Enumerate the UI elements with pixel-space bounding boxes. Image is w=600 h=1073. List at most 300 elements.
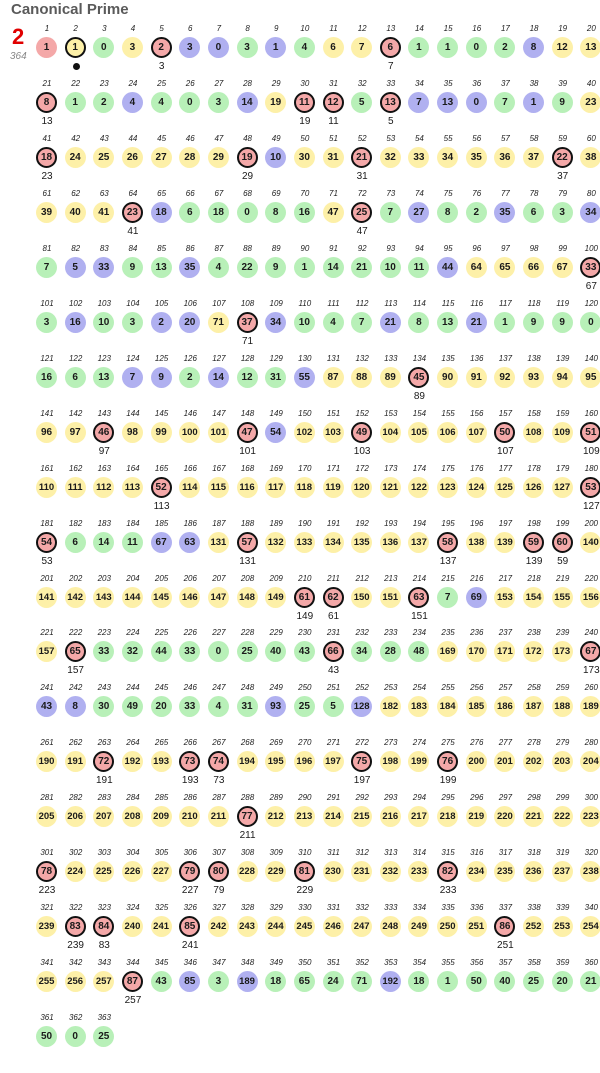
grid-cell[interactable] [90,903,118,953]
grid-cell[interactable] [377,958,405,1008]
grid-cell[interactable] [291,738,319,788]
grid-cell[interactable] [33,519,61,569]
grid-cell[interactable] [434,519,462,569]
grid-cell[interactable] [291,574,319,624]
grid-cell[interactable] [405,244,433,294]
grid-cell[interactable] [491,574,519,624]
grid-cell[interactable] [148,683,176,733]
grid-cell[interactable] [234,683,262,733]
grid-cell[interactable] [119,738,147,788]
grid-cell[interactable] [234,464,262,514]
grid-cell[interactable] [549,683,577,733]
grid-cell[interactable] [491,244,519,294]
grid-cell[interactable] [90,244,118,294]
grid-cell[interactable] [33,1013,61,1063]
grid-cell[interactable] [234,628,262,678]
grid-cell[interactable] [176,683,204,733]
grid-cell[interactable] [62,354,90,404]
grid-cell[interactable] [377,574,405,624]
grid-cell[interactable] [291,519,319,569]
grid-cell[interactable] [262,24,290,74]
grid-cell[interactable] [176,189,204,239]
grid-cell[interactable] [405,134,433,184]
grid-cell[interactable] [577,793,600,843]
grid-cell[interactable] [262,134,290,184]
grid-cell[interactable] [62,848,90,898]
grid-cell[interactable] [320,24,348,74]
grid-cell[interactable] [577,574,600,624]
grid-cell[interactable] [320,464,348,514]
grid-cell[interactable] [90,299,118,349]
grid-cell[interactable] [320,628,348,678]
grid-cell[interactable] [463,574,491,624]
grid-cell[interactable] [176,244,204,294]
grid-cell[interactable] [234,244,262,294]
grid-cell[interactable] [148,793,176,843]
grid-cell[interactable] [549,24,577,74]
grid-cell[interactable] [491,134,519,184]
grid-cell[interactable] [463,409,491,459]
grid-cell[interactable] [320,79,348,129]
grid-cell[interactable] [148,628,176,678]
grid-cell[interactable] [33,244,61,294]
grid-cell[interactable] [463,24,491,74]
grid-cell[interactable] [33,24,61,74]
grid-cell[interactable] [348,683,376,733]
grid-cell[interactable] [176,848,204,898]
grid-cell[interactable] [520,628,548,678]
grid-cell[interactable] [90,848,118,898]
grid-cell[interactable] [520,24,548,74]
grid-cell[interactable] [320,958,348,1008]
grid-cell[interactable] [520,244,548,294]
grid-cell[interactable] [463,793,491,843]
grid-cell[interactable] [119,409,147,459]
grid-cell[interactable] [148,24,176,74]
grid-cell[interactable] [434,189,462,239]
grid-cell[interactable] [377,793,405,843]
grid-cell[interactable] [234,848,262,898]
grid-cell[interactable] [176,903,204,953]
grid-cell[interactable] [234,24,262,74]
grid-cell[interactable] [234,354,262,404]
grid-cell[interactable] [320,848,348,898]
grid-cell[interactable] [234,409,262,459]
grid-cell[interactable] [90,683,118,733]
grid-cell[interactable] [348,79,376,129]
grid-cell[interactable] [262,848,290,898]
grid-cell[interactable] [549,134,577,184]
grid-cell[interactable] [262,958,290,1008]
grid-cell[interactable] [549,299,577,349]
grid-cell[interactable] [33,409,61,459]
grid-cell[interactable] [520,903,548,953]
grid-cell[interactable] [205,244,233,294]
grid-cell[interactable] [90,958,118,1008]
grid-cell[interactable] [262,793,290,843]
grid-cell[interactable] [176,354,204,404]
grid-cell[interactable] [291,189,319,239]
grid-cell[interactable] [549,519,577,569]
grid-cell[interactable] [491,628,519,678]
grid-cell[interactable] [577,24,600,74]
grid-cell[interactable] [491,848,519,898]
grid-cell[interactable] [205,574,233,624]
grid-cell[interactable] [405,519,433,569]
grid-cell[interactable] [62,189,90,239]
grid-cell[interactable] [62,519,90,569]
grid-cell[interactable] [434,244,462,294]
grid-cell[interactable] [205,354,233,404]
grid-cell[interactable] [148,958,176,1008]
grid-cell[interactable] [577,958,600,1008]
grid-cell[interactable] [434,903,462,953]
grid-cell[interactable] [405,464,433,514]
grid-cell[interactable] [348,574,376,624]
grid-cell[interactable] [434,793,462,843]
grid-cell[interactable] [577,519,600,569]
grid-cell[interactable] [119,793,147,843]
grid-cell[interactable] [320,519,348,569]
grid-cell[interactable] [291,409,319,459]
grid-cell[interactable] [148,464,176,514]
grid-cell[interactable] [176,299,204,349]
grid-cell[interactable] [176,738,204,788]
grid-cell[interactable] [320,189,348,239]
grid-cell[interactable] [176,409,204,459]
grid-cell[interactable] [205,628,233,678]
grid-cell[interactable] [405,848,433,898]
grid-cell[interactable] [577,628,600,678]
grid-cell[interactable] [377,409,405,459]
grid-cell[interactable] [463,903,491,953]
grid-cell[interactable] [434,24,462,74]
grid-cell[interactable] [320,299,348,349]
grid-cell[interactable] [463,134,491,184]
grid-cell[interactable] [291,79,319,129]
grid-cell[interactable] [148,189,176,239]
grid-cell[interactable] [377,519,405,569]
grid-cell[interactable] [463,628,491,678]
grid-cell[interactable] [119,134,147,184]
grid-cell[interactable] [90,1013,118,1063]
grid-cell[interactable] [491,24,519,74]
grid-cell[interactable] [577,189,600,239]
grid-cell[interactable] [62,244,90,294]
grid-cell[interactable] [434,628,462,678]
grid-cell[interactable] [62,738,90,788]
grid-cell[interactable] [205,793,233,843]
grid-cell[interactable] [205,464,233,514]
grid-cell[interactable] [291,958,319,1008]
grid-cell[interactable] [262,738,290,788]
grid-cell[interactable] [205,848,233,898]
grid-cell[interactable] [234,299,262,349]
grid-cell[interactable] [577,79,600,129]
grid-cell[interactable] [176,519,204,569]
grid-cell[interactable] [148,299,176,349]
grid-cell[interactable] [463,848,491,898]
grid-cell[interactable] [320,793,348,843]
grid-cell[interactable] [549,793,577,843]
grid-cell[interactable] [348,793,376,843]
grid-cell[interactable] [491,79,519,129]
grid-cell[interactable] [463,683,491,733]
grid-cell[interactable] [148,409,176,459]
grid-cell[interactable] [434,79,462,129]
grid-cell[interactable] [320,134,348,184]
grid-cell[interactable] [148,519,176,569]
grid-cell[interactable] [90,24,118,74]
grid-cell[interactable] [33,738,61,788]
grid-cell[interactable] [62,24,90,74]
grid-cell[interactable] [234,738,262,788]
grid-cell[interactable] [405,24,433,74]
grid-cell[interactable] [520,519,548,569]
grid-cell[interactable] [463,519,491,569]
grid-cell[interactable] [291,903,319,953]
grid-cell[interactable] [320,409,348,459]
grid-cell[interactable] [405,299,433,349]
grid-cell[interactable] [377,848,405,898]
grid-cell[interactable] [320,903,348,953]
grid-cell[interactable] [119,519,147,569]
grid-cell[interactable] [62,903,90,953]
grid-cell[interactable] [405,628,433,678]
grid-cell[interactable] [348,189,376,239]
grid-cell[interactable] [119,464,147,514]
grid-cell[interactable] [377,464,405,514]
grid-cell[interactable] [434,409,462,459]
grid-cell[interactable] [377,244,405,294]
grid-cell[interactable] [33,628,61,678]
grid-cell[interactable] [90,519,118,569]
grid-cell[interactable] [33,848,61,898]
grid-cell[interactable] [119,354,147,404]
grid-cell[interactable] [119,574,147,624]
grid-cell[interactable] [377,24,405,74]
grid-cell[interactable] [291,24,319,74]
grid-cell[interactable] [549,628,577,678]
grid-cell[interactable] [234,189,262,239]
grid-cell[interactable] [434,848,462,898]
grid-cell[interactable] [463,189,491,239]
grid-cell[interactable] [262,409,290,459]
grid-cell[interactable] [434,299,462,349]
grid-cell[interactable] [62,464,90,514]
grid-cell[interactable] [320,574,348,624]
grid-cell[interactable] [520,848,548,898]
grid-cell[interactable] [205,519,233,569]
grid-cell[interactable] [405,79,433,129]
grid-cell[interactable] [148,134,176,184]
grid-cell[interactable] [577,683,600,733]
grid-cell[interactable] [377,738,405,788]
grid-cell[interactable] [234,519,262,569]
grid-cell[interactable] [62,793,90,843]
grid-cell[interactable] [491,354,519,404]
grid-cell[interactable] [491,683,519,733]
grid-cell[interactable] [348,848,376,898]
grid-cell[interactable] [62,683,90,733]
grid-cell[interactable] [234,903,262,953]
grid-cell[interactable] [434,683,462,733]
grid-cell[interactable] [377,628,405,678]
grid-cell[interactable] [405,574,433,624]
grid-cell[interactable] [90,354,118,404]
grid-cell[interactable] [176,24,204,74]
grid-cell[interactable] [62,1013,90,1063]
grid-cell[interactable] [262,683,290,733]
grid-cell[interactable] [463,354,491,404]
grid-cell[interactable] [549,79,577,129]
grid-cell[interactable] [549,903,577,953]
grid-cell[interactable] [262,79,290,129]
grid-cell[interactable] [62,79,90,129]
grid-cell[interactable] [33,958,61,1008]
grid-cell[interactable] [205,738,233,788]
grid-cell[interactable] [491,409,519,459]
grid-cell[interactable] [234,958,262,1008]
grid-cell[interactable] [520,299,548,349]
grid-cell[interactable] [119,79,147,129]
grid-cell[interactable] [434,134,462,184]
grid-cell[interactable] [291,848,319,898]
grid-cell[interactable] [348,958,376,1008]
grid-cell[interactable] [577,409,600,459]
grid-cell[interactable] [320,738,348,788]
grid-cell[interactable] [119,683,147,733]
grid-cell[interactable] [491,903,519,953]
grid-cell[interactable] [119,848,147,898]
grid-cell[interactable] [90,409,118,459]
grid-cell[interactable] [348,519,376,569]
grid-cell[interactable] [377,189,405,239]
grid-cell[interactable] [205,134,233,184]
grid-cell[interactable] [33,189,61,239]
grid-cell[interactable] [405,793,433,843]
grid-cell[interactable] [148,738,176,788]
grid-cell[interactable] [520,409,548,459]
grid-cell[interactable] [119,903,147,953]
grid-cell[interactable] [33,464,61,514]
grid-cell[interactable] [549,244,577,294]
grid-cell[interactable] [234,134,262,184]
grid-cell[interactable] [262,244,290,294]
grid-cell[interactable] [33,79,61,129]
grid-cell[interactable] [577,244,600,294]
grid-cell[interactable] [377,134,405,184]
grid-cell[interactable] [33,903,61,953]
grid-cell[interactable] [119,958,147,1008]
grid-cell[interactable] [434,574,462,624]
grid-cell[interactable] [348,409,376,459]
grid-cell[interactable] [262,519,290,569]
grid-cell[interactable] [577,738,600,788]
grid-cell[interactable] [577,354,600,404]
grid-cell[interactable] [348,24,376,74]
grid-cell[interactable] [262,299,290,349]
grid-cell[interactable] [405,189,433,239]
grid-cell[interactable] [577,903,600,953]
grid-cell[interactable] [577,464,600,514]
grid-cell[interactable] [491,189,519,239]
grid-cell[interactable] [377,903,405,953]
grid-cell[interactable] [520,793,548,843]
grid-cell[interactable] [90,79,118,129]
grid-cell[interactable] [520,958,548,1008]
grid-cell[interactable] [320,354,348,404]
grid-cell[interactable] [62,958,90,1008]
grid-cell[interactable] [262,574,290,624]
grid-cell[interactable] [577,134,600,184]
grid-cell[interactable] [491,793,519,843]
grid-cell[interactable] [262,354,290,404]
grid-cell[interactable] [176,628,204,678]
grid-cell[interactable] [262,628,290,678]
grid-cell[interactable] [148,903,176,953]
grid-cell[interactable] [33,683,61,733]
grid-cell[interactable] [176,134,204,184]
grid-cell[interactable] [405,958,433,1008]
grid-cell[interactable] [549,574,577,624]
grid-cell[interactable] [463,464,491,514]
grid-cell[interactable] [62,628,90,678]
grid-cell[interactable] [463,738,491,788]
grid-cell[interactable] [205,683,233,733]
grid-cell[interactable] [491,299,519,349]
grid-cell[interactable] [463,79,491,129]
grid-cell[interactable] [291,244,319,294]
grid-cell[interactable] [549,409,577,459]
grid-cell[interactable] [405,354,433,404]
grid-cell[interactable] [348,464,376,514]
grid-cell[interactable] [33,574,61,624]
grid-cell[interactable] [62,409,90,459]
grid-cell[interactable] [205,299,233,349]
grid-cell[interactable] [148,848,176,898]
grid-cell[interactable] [405,903,433,953]
grid-cell[interactable] [520,464,548,514]
grid-cell[interactable] [234,793,262,843]
grid-cell[interactable] [405,683,433,733]
grid-cell[interactable] [463,299,491,349]
grid-cell[interactable] [148,354,176,404]
grid-cell[interactable] [90,738,118,788]
grid-cell[interactable] [90,793,118,843]
grid-cell[interactable] [33,134,61,184]
grid-cell[interactable] [348,299,376,349]
grid-cell[interactable] [491,464,519,514]
grid-cell[interactable] [377,79,405,129]
grid-cell[interactable] [205,903,233,953]
grid-cell[interactable] [176,958,204,1008]
grid-cell[interactable] [119,628,147,678]
grid-cell[interactable] [148,244,176,294]
grid-cell[interactable] [119,299,147,349]
grid-cell[interactable] [520,134,548,184]
grid-cell[interactable] [320,244,348,294]
grid-cell[interactable] [549,354,577,404]
grid-cell[interactable] [577,848,600,898]
grid-cell[interactable] [520,574,548,624]
grid-cell[interactable] [491,958,519,1008]
grid-cell[interactable] [262,464,290,514]
grid-cell[interactable] [176,574,204,624]
grid-cell[interactable] [463,244,491,294]
grid-cell[interactable] [491,738,519,788]
grid-cell[interactable] [291,628,319,678]
